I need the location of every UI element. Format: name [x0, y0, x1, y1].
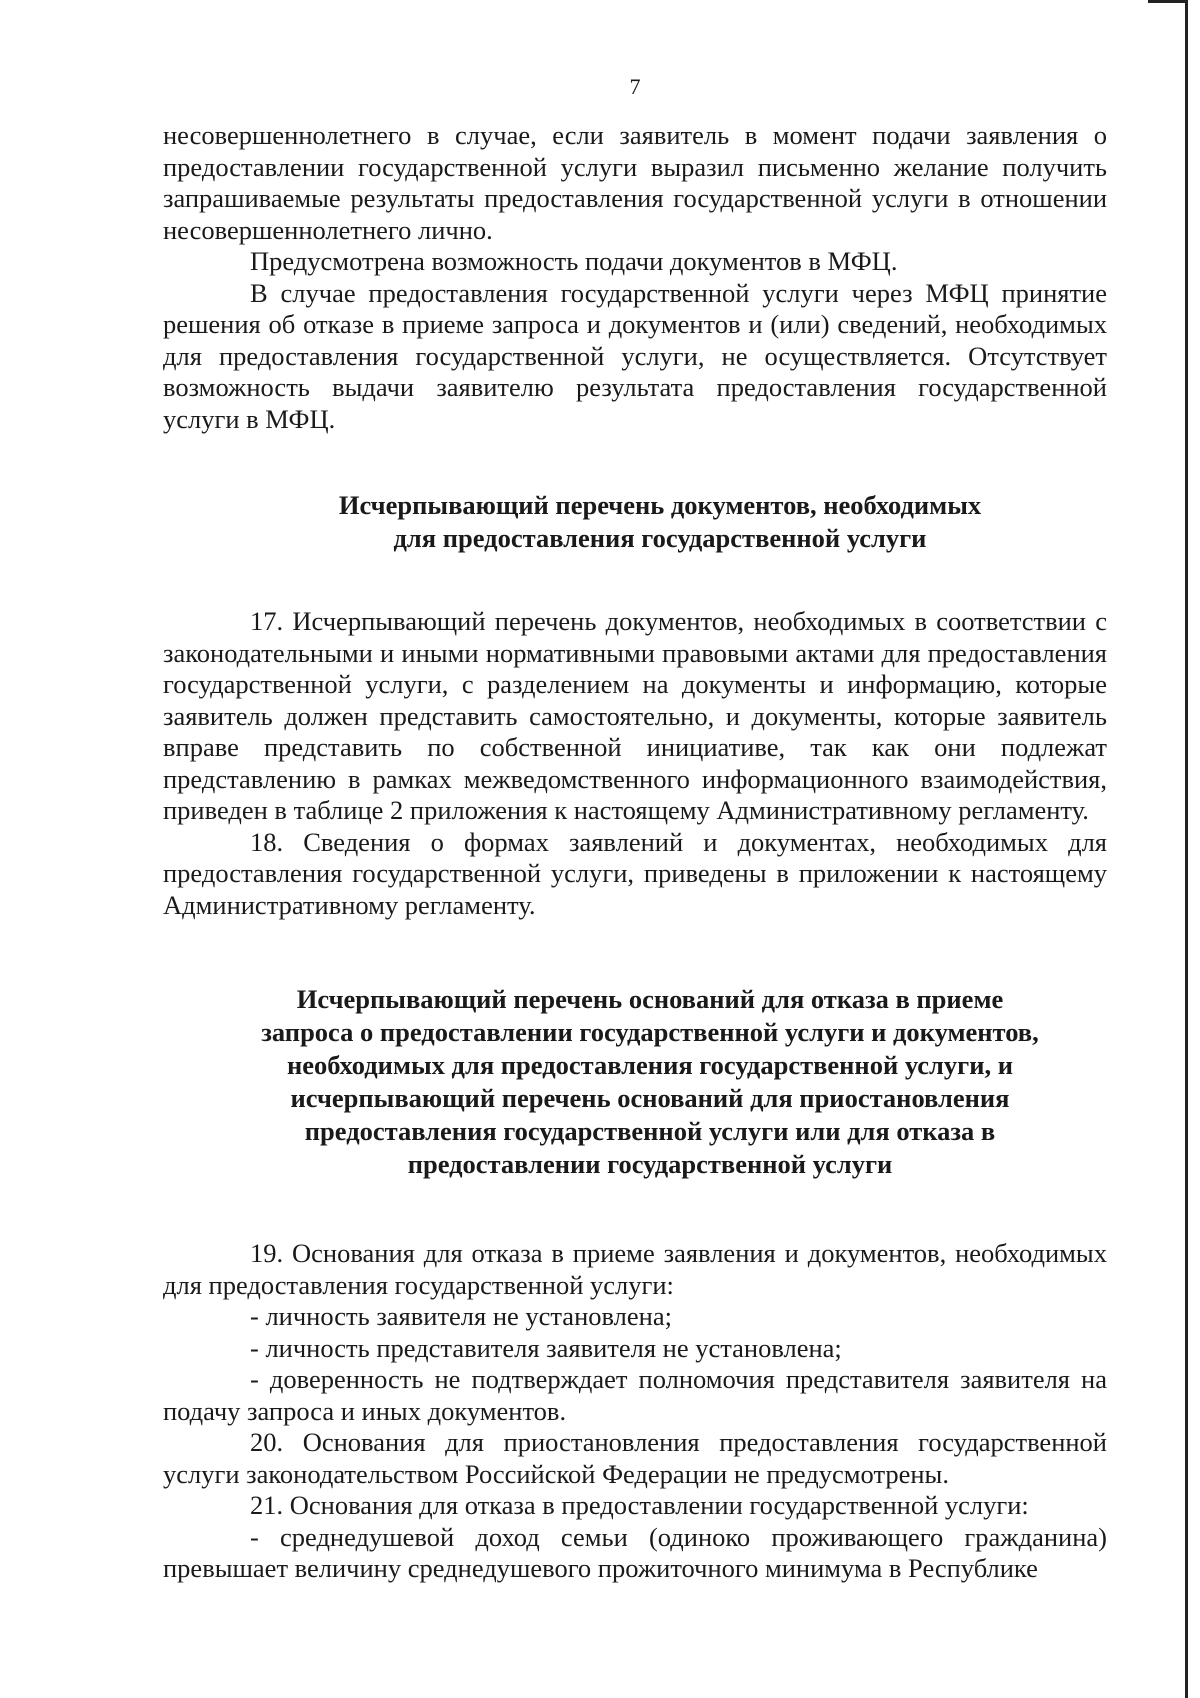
heading-line: для предоставления государственной услуги — [393, 523, 927, 553]
section-heading-documents — [163, 489, 1107, 555]
item-19-bullet: - личность представителя заявителя не установлена; — [250, 1332, 842, 1363]
item-18: 18. Сведения о формах заявлений и документах, необходимых для предоставления государственной услуги, приведены в приложении к настоящему Административному регламенту. — [163, 826, 1107, 920]
section-heading-refusal-grounds — [163, 983, 1107, 1181]
heading-line: запроса о предоставлении государственной услуги и документов, — [261, 1017, 1039, 1047]
paragraph-mfc-refusal: В случае предоставления государственной услуги через МФЦ принятие решения об отказе в приеме запроса и документов и (или) сведений, необходимых для предоставления государственной услуги, не осуществляется. Отсутствует возможность выдачи заявителю результата предоставления государственной услуги в МФЦ. — [163, 277, 1107, 434]
item-21: 21. Основания для отказа в предоставлении государственной услуги: — [250, 1490, 1029, 1520]
scan-page-edge-top — [1148, 0, 1188, 3]
item-19-bullet: - доверенность не подтверждает полномочия представителя заявителя на подачу запроса и иных документов. — [163, 1364, 1107, 1426]
heading-line: исчерпывающий перечень оснований для приостановления — [290, 1083, 1010, 1113]
item-19: 19. Основания для отказа в приеме заявления и документов, необходимых для предоставления государственной услуги: — [163, 1238, 1107, 1300]
heading-line: предоставлении государственной услуги — [407, 1149, 893, 1179]
heading-line: необходимых для предоставления государственной услуги, и — [287, 1050, 1013, 1080]
paragraph-continuation: несовершеннолетнего в случае, если заявитель в момент подачи заявления о предоставлении государственной услуги выразил письменно желание получить запрашиваемые результаты предоставления государственной услуги в отношении несовершеннолетнего лично. — [163, 120, 1107, 245]
heading-line: Исчерпывающий перечень оснований для отказа в приеме — [296, 984, 1004, 1014]
item-19-bullet: - личность заявителя не установлена; — [250, 1301, 672, 1331]
item-17: 17. Исчерпывающий перечень документов, необходимых в соответствии с законодательными и иными нормативными правовыми актами для предоставления государственной услуги, с разделением на документы и информацию, которые заявитель должен представить самостоятельно, и документы, которые заявитель вправе представить по собственной инициативе, так как они подлежат представлению в рамках межведомственного информационного взаимодействия, приведен в таблице 2 приложения к настоящему Административному регламенту. — [163, 606, 1107, 825]
heading-line: предоставления государственной услуги или для отказа в — [304, 1116, 996, 1146]
page-number: 7 — [629, 74, 641, 99]
paragraph-mfc-possibility: Предусмотрена возможность подачи документов в МФЦ. — [250, 246, 898, 276]
scan-page-edge — [1185, 0, 1188, 1698]
heading-line: Исчерпывающий перечень документов, необходимых — [338, 490, 982, 520]
document-body — [163, 120, 1107, 1585]
item-21-bullet: - среднедушевой доход семьи (одиноко проживающего гражданина) превышает величину среднедушевого прожиточного минимума в Республике — [163, 1521, 1107, 1583]
item-20: 20. Основания для приостановления предоставления государственной услуги законодательством Российской Федерации не предусмотрены. — [163, 1427, 1107, 1489]
